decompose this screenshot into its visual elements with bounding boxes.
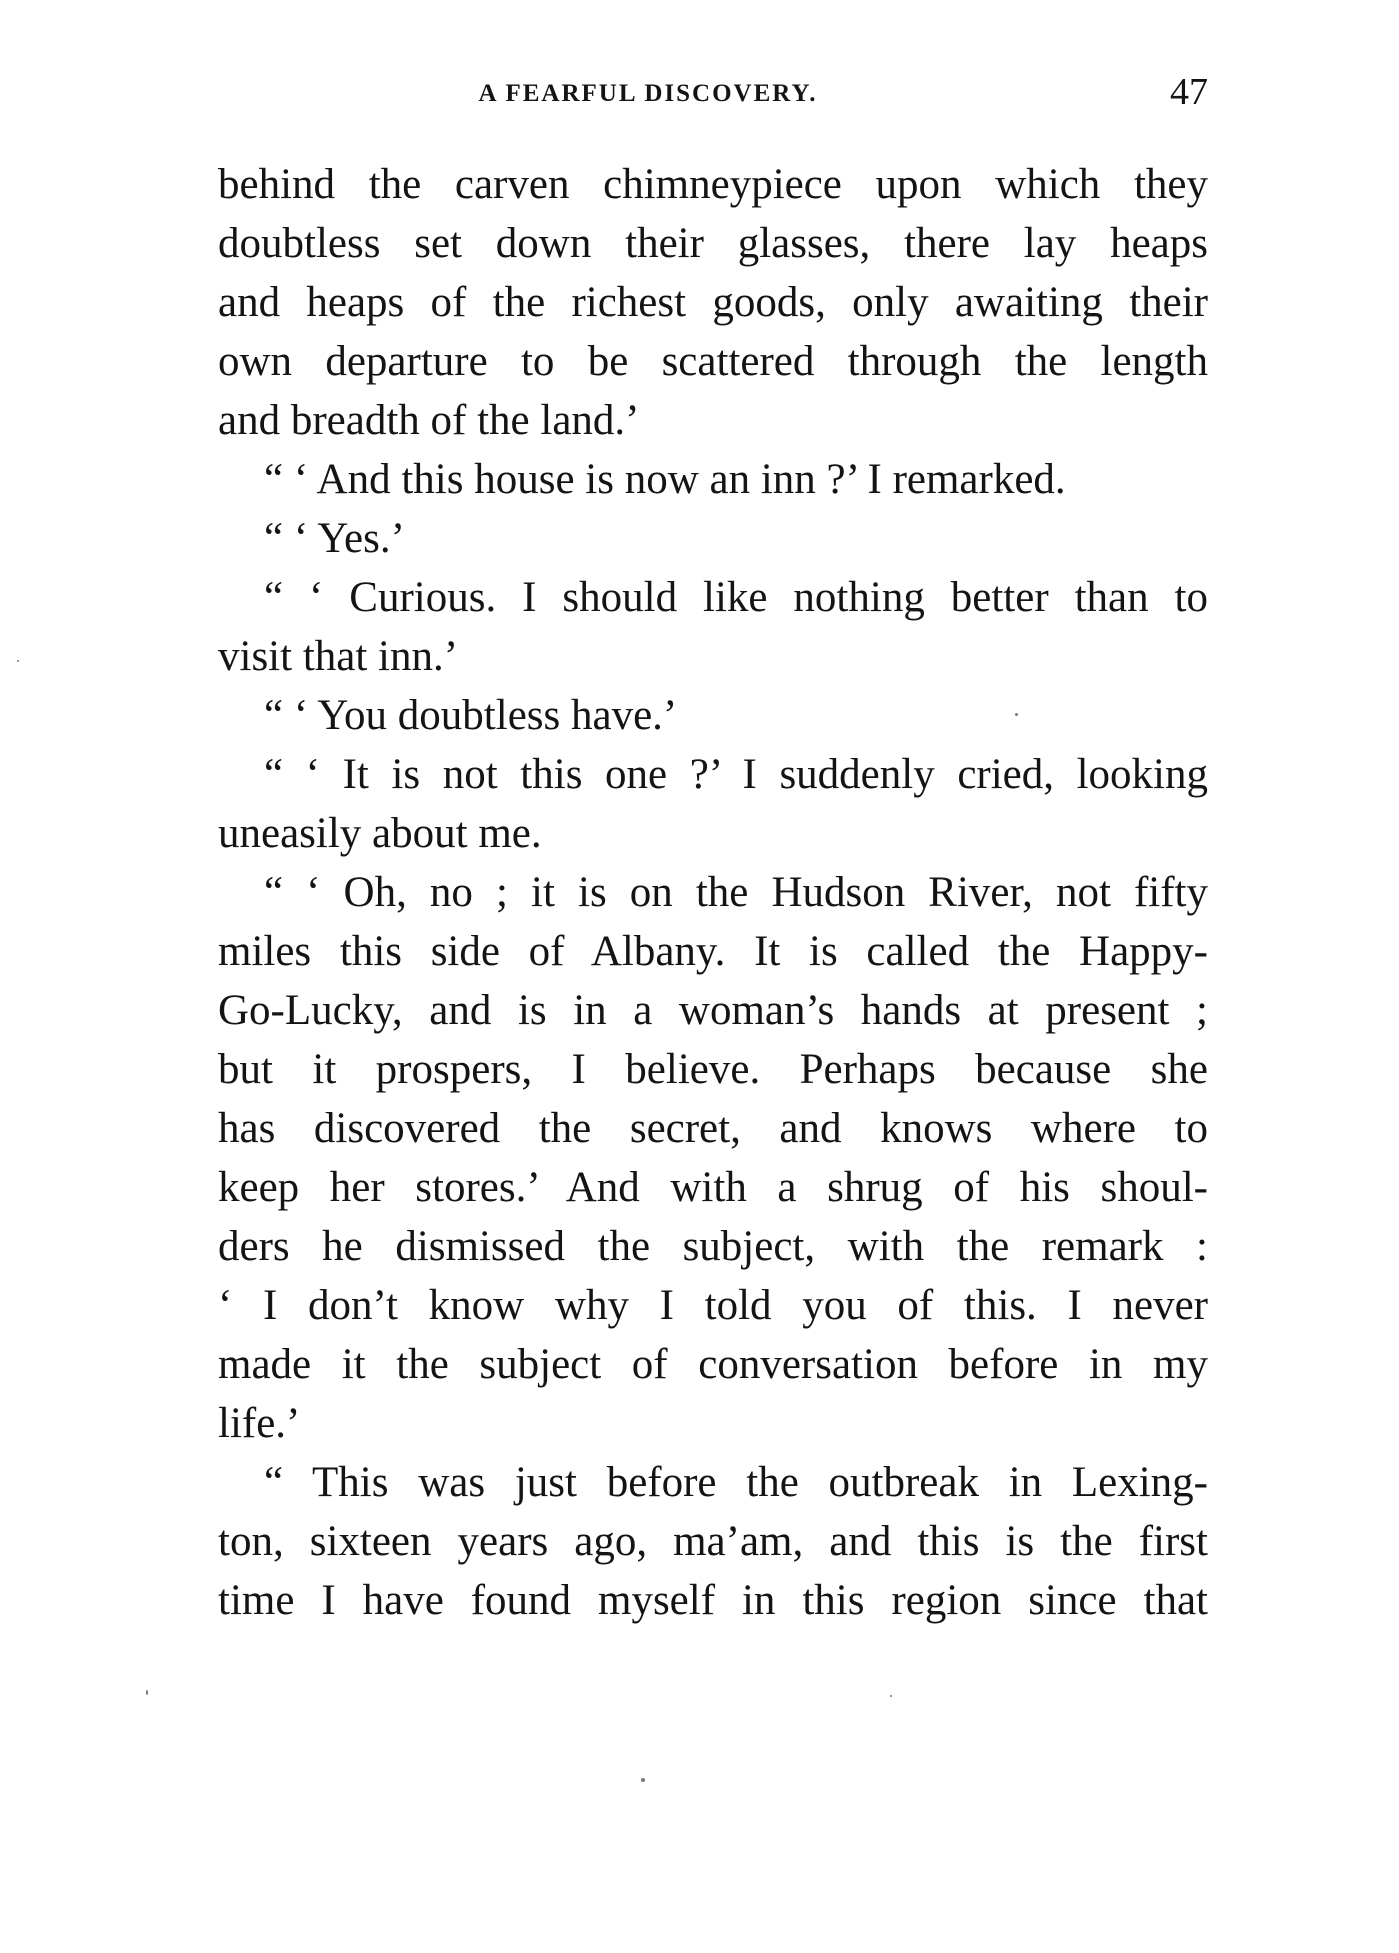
paper-speck <box>17 660 19 662</box>
text-line: “ ‘ Yes.’ <box>264 515 405 562</box>
text-line: keep her stores.’ And with a shrug of his shoul- <box>218 1164 1208 1211</box>
page-number: 47 <box>1170 71 1208 113</box>
text-line: “ ‘ And this house is now an inn ?’ I remarked. <box>264 456 1066 503</box>
text-line: “ ‘ Curious. I should like nothing better than to <box>264 574 1208 621</box>
text-line: ton, sixteen years ago, ma’am, and this is the first <box>218 1518 1208 1565</box>
text-line: and breadth of the land.’ <box>218 397 640 444</box>
text-line: “ This was just before the outbreak in Lexing- <box>264 1459 1208 1506</box>
text-line: and heaps of the richest goods, only awaiting their <box>218 279 1208 326</box>
running-head <box>218 68 1208 128</box>
paper-speck <box>890 1695 892 1697</box>
paper-speck <box>1015 713 1018 716</box>
text-line: doubtless set down their glasses, there lay heaps <box>218 220 1208 267</box>
paper-speck <box>146 1690 148 1695</box>
text-line: ders he dismissed the subject, with the remark : <box>218 1223 1208 1270</box>
text-line: ‘ I don’t know why I told you of this. I never <box>218 1282 1208 1329</box>
text-line: “ ‘ It is not this one ?’ I suddenly cried, looking <box>264 751 1208 798</box>
text-line: life.’ <box>218 1400 301 1447</box>
text-line: own departure to be scattered through the length <box>218 338 1208 385</box>
text-line: visit that inn.’ <box>218 633 459 680</box>
text-line: time I have found myself in this region since that <box>218 1577 1208 1624</box>
text-line: “ ‘ You doubtless have.’ <box>264 692 678 739</box>
text-line: Go-Lucky, and is in a woman’s hands at present ; <box>218 987 1208 1034</box>
text-line: has discovered the secret, and knows where to <box>218 1105 1208 1152</box>
text-line: “ ‘ Oh, no ; it is on the Hudson River, not fifty <box>264 869 1208 916</box>
paper-speck <box>641 1778 645 1782</box>
text-line: uneasily about me. <box>218 810 542 857</box>
text-line: behind the carven chimneypiece upon which they <box>218 161 1208 208</box>
text-line: but it prospers, I believe. Perhaps because she <box>218 1046 1208 1093</box>
running-title: A FEARFUL DISCOVERY. <box>478 80 818 107</box>
text-line: miles this side of Albany. It is called the Happy- <box>218 928 1208 975</box>
body-text <box>218 155 1208 1630</box>
text-line: made it the subject of conversation before in my <box>218 1341 1208 1388</box>
